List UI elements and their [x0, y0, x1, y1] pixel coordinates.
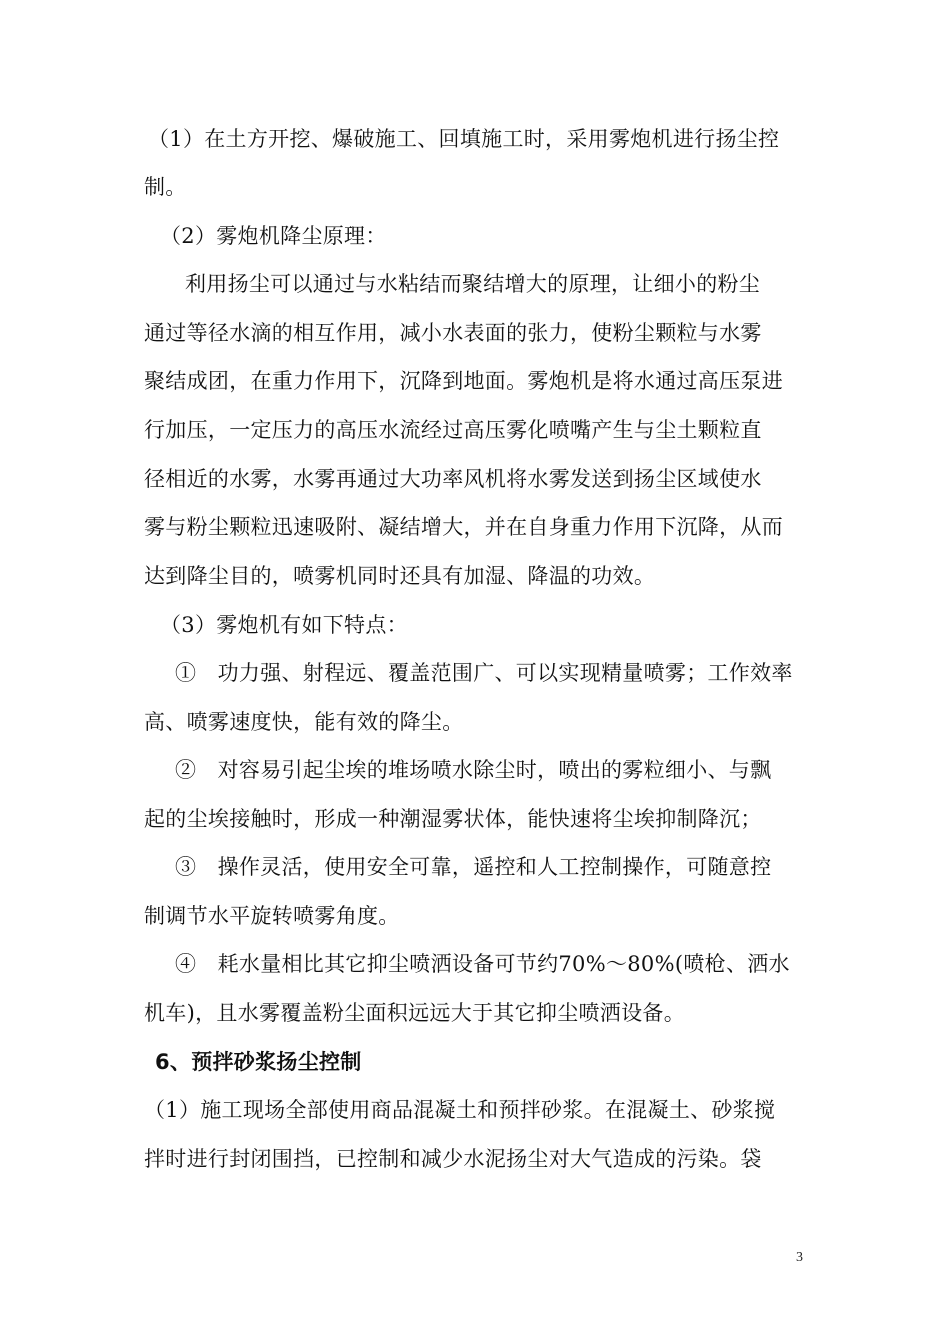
paragraph-line: 达到降尘目的，喷雾机同时还具有加湿、降温的功效。: [144, 564, 656, 588]
paragraph-line: 通过等径水滴的相互作用，减小水表面的张力，使粉尘颗粒与水雾: [144, 321, 762, 345]
list-item-line: 高、喷雾速度快，能有效的降尘。: [144, 710, 464, 734]
paragraph-line: （3）雾炮机有如下特点：: [160, 613, 408, 637]
list-item-line: 起的尘埃接触时，形成一种潮湿雾状体，能快速将尘埃抑制降沉；: [144, 807, 762, 831]
paragraph-line: 行加压，一定压力的高压水流经过高压雾化喷嘴产生与尘土颗粒直: [144, 418, 762, 442]
paragraph-line: 制。: [144, 175, 187, 199]
list-item-line: ③ 操作灵活，使用安全可靠，遥控和人工控制操作，可随意控: [175, 855, 772, 879]
paragraph-line: 利用扬尘可以通过与水粘结而聚结增大的原理，让细小的粉尘: [185, 272, 761, 296]
paragraph-line: 雾与粉尘颗粒迅速吸附、凝结增大，并在自身重力作用下沉降，从而: [144, 515, 783, 539]
page-number: 3: [796, 1250, 803, 1265]
paragraph-line: （1）施工现场全部使用商品混凝土和预拌砂浆。在混凝土、砂浆搅: [144, 1098, 776, 1122]
list-item-line: ② 对容易引起尘埃的堆场喷水除尘时，喷出的雾粒细小、与飘: [175, 758, 772, 782]
paragraph-line: 径相近的水雾，水雾再通过大功率风机将水雾发送到扬尘区域使水: [144, 467, 762, 491]
paragraph-line: （1）在土方开挖、爆破施工、回填施工时，采用雾炮机进行扬尘控: [148, 127, 780, 151]
list-item-line: 制调节水平旋转喷雾角度。: [144, 904, 400, 928]
list-item-line: ④ 耗水量相比其它抑尘喷洒设备可节约70%～80%(喷枪、洒水: [175, 952, 790, 976]
section-heading: 6、预拌砂浆扬尘控制: [155, 1050, 362, 1074]
paragraph-line: 拌时进行封闭围挡，已控制和减少水泥扬尘对大气造成的污染。袋: [144, 1147, 762, 1171]
list-item-line: 机车)，且水雾覆盖粉尘面积远远大于其它抑尘喷洒设备。: [144, 1001, 685, 1025]
list-item-line: ① 功力强、射程远、覆盖范围广、可以实现精量喷雾；工作效率: [175, 661, 793, 685]
paragraph-line: （2）雾炮机降尘原理：: [160, 224, 387, 248]
paragraph-line: 聚结成团，在重力作用下，沉降到地面。雾炮机是将水通过高压泵进: [144, 369, 783, 393]
